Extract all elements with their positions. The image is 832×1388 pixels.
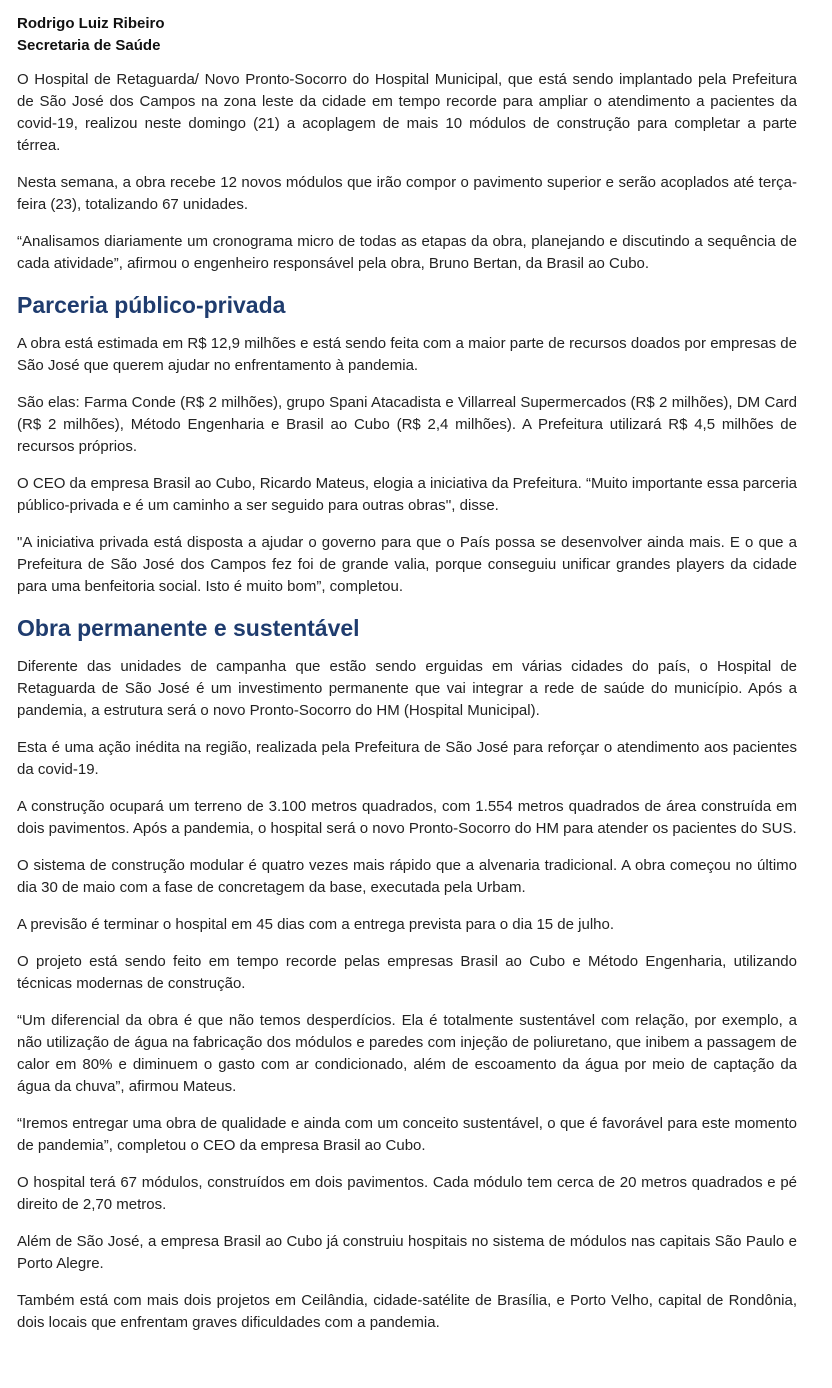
paragraph: O Hospital de Retaguarda/ Novo Pronto-Socorro do Hospital Municipal, que está sendo implantado pela Prefeitura de São José dos Campos na zona leste da cidade em tempo recorde para ampliar o atendimento a pacientes da covid-19, realizou neste domingo (21) a acoplagem de mais 10 módulos de construção para completar a parte térrea. xyxy=(17,71,797,154)
paragraph: Diferente das unidades de campanha que estão sendo erguidas em várias cidades do país, o Hospital de Retaguarda de São José é um investimento permanente que vai integrar a rede de saúde do município. Após a pandemia, a estrutura será o novo Pronto-Socorro do HM (Hospital Municipal). xyxy=(17,658,797,719)
section-heading-obra: Obra permanente e sustentável xyxy=(17,615,360,641)
paragraph: A obra está estimada em R$ 12,9 milhões e está sendo feita com a maior parte de recursos doados por empresas de São José que querem ajudar no enfrentamento à pandemia. xyxy=(17,335,797,374)
author-department: Secretaria de Saúde xyxy=(17,37,161,54)
paragraph: O CEO da empresa Brasil ao Cubo, Ricardo Mateus, elogia a iniciativa da Prefeitura. “Muito importante essa parceria público-privada e é um caminho a ser seguido para outras obras'', disse. xyxy=(17,475,797,514)
paragraph: A construção ocupará um terreno de 3.100 metros quadrados, com 1.554 metros quadrados de área construída em dois pavimentos. Após a pandemia, o hospital será o novo Pronto-Socorro do HM para atender os pacientes do SUS. xyxy=(17,798,797,837)
paragraph: "A iniciativa privada está disposta a ajudar o governo para que o País possa se desenvolver ainda mais. E o que a Prefeitura de São José dos Campos fez foi de grande valia, porque conseguiu unificar grandes players da cidade para uma benfeitoria social. Isto é muito bom”, completou. xyxy=(17,534,797,595)
paragraph: São elas: Farma Conde (R$ 2 milhões), grupo Spani Atacadista e Villarreal Supermercados (R$ 2 milhões), DM Card (R$ 2 milhões), Método Engenharia e Brasil ao Cubo (R$ 2,4 milhões). A Prefeitura utilizará R$ 4,5 milhões de recursos próprios. xyxy=(17,394,797,455)
paragraph: “Um diferencial da obra é que não temos desperdícios. Ela é totalmente sustentável com relação, por exemplo, a não utilização de água na fabricação dos módulos e paredes com injeção de poliuretano, que inibem a passagem de calor em 80% e diminuem o gasto com ar condicionado, além de escoamento da água por meio de captação da água da chuva”, afirmou Mateus. xyxy=(17,1012,797,1095)
paragraph: A previsão é terminar o hospital em 45 dias com a entrega prevista para o dia 15 de julho. xyxy=(17,916,615,933)
paragraph: “Analisamos diariamente um cronograma micro de todas as etapas da obra, planejando e discutindo a sequência de cada atividade”, afirmou o engenheiro responsável pela obra, Bruno Bertan, da Brasil ao Cubo. xyxy=(17,233,797,272)
paragraph: Nesta semana, a obra recebe 12 novos módulos que irão compor o pavimento superior e serão acoplados até terça-feira (23), totalizando 67 unidades. xyxy=(17,174,797,213)
paragraph: O sistema de construção modular é quatro vezes mais rápido que a alvenaria tradicional. A obra começou no último dia 30 de maio com a fase de concretagem da base, executada pela Urbam. xyxy=(17,857,797,896)
article-body xyxy=(17,0,797,1334)
paragraph: Também está com mais dois projetos em Ceilândia, cidade-satélite de Brasília, e Porto Velho, capital de Rondônia, dois locais que enfrentam graves dificuldades com a pandemia. xyxy=(17,1292,797,1331)
byline xyxy=(17,13,797,57)
author-name: Rodrigo Luiz Ribeiro xyxy=(17,15,165,32)
paragraph: “Iremos entregar uma obra de qualidade e ainda com um conceito sustentável, o que é favorável para este momento de pandemia”, completou o CEO da empresa Brasil ao Cubo. xyxy=(17,1115,797,1154)
section-heading-parceria: Parceria público-privada xyxy=(17,292,286,318)
paragraph: O projeto está sendo feito em tempo recorde pelas empresas Brasil ao Cubo e Método Engenharia, utilizando técnicas modernas de construção. xyxy=(17,953,797,992)
paragraph: Esta é uma ação inédita na região, realizada pela Prefeitura de São José para reforçar o atendimento aos pacientes da covid-19. xyxy=(17,739,797,778)
paragraph: O hospital terá 67 módulos, construídos em dois pavimentos. Cada módulo tem cerca de 20 metros quadrados e pé direito de 2,70 metros. xyxy=(17,1174,797,1213)
paragraph: Além de São José, a empresa Brasil ao Cubo já construiu hospitais no sistema de módulos nas capitais São Paulo e Porto Alegre. xyxy=(17,1233,797,1272)
